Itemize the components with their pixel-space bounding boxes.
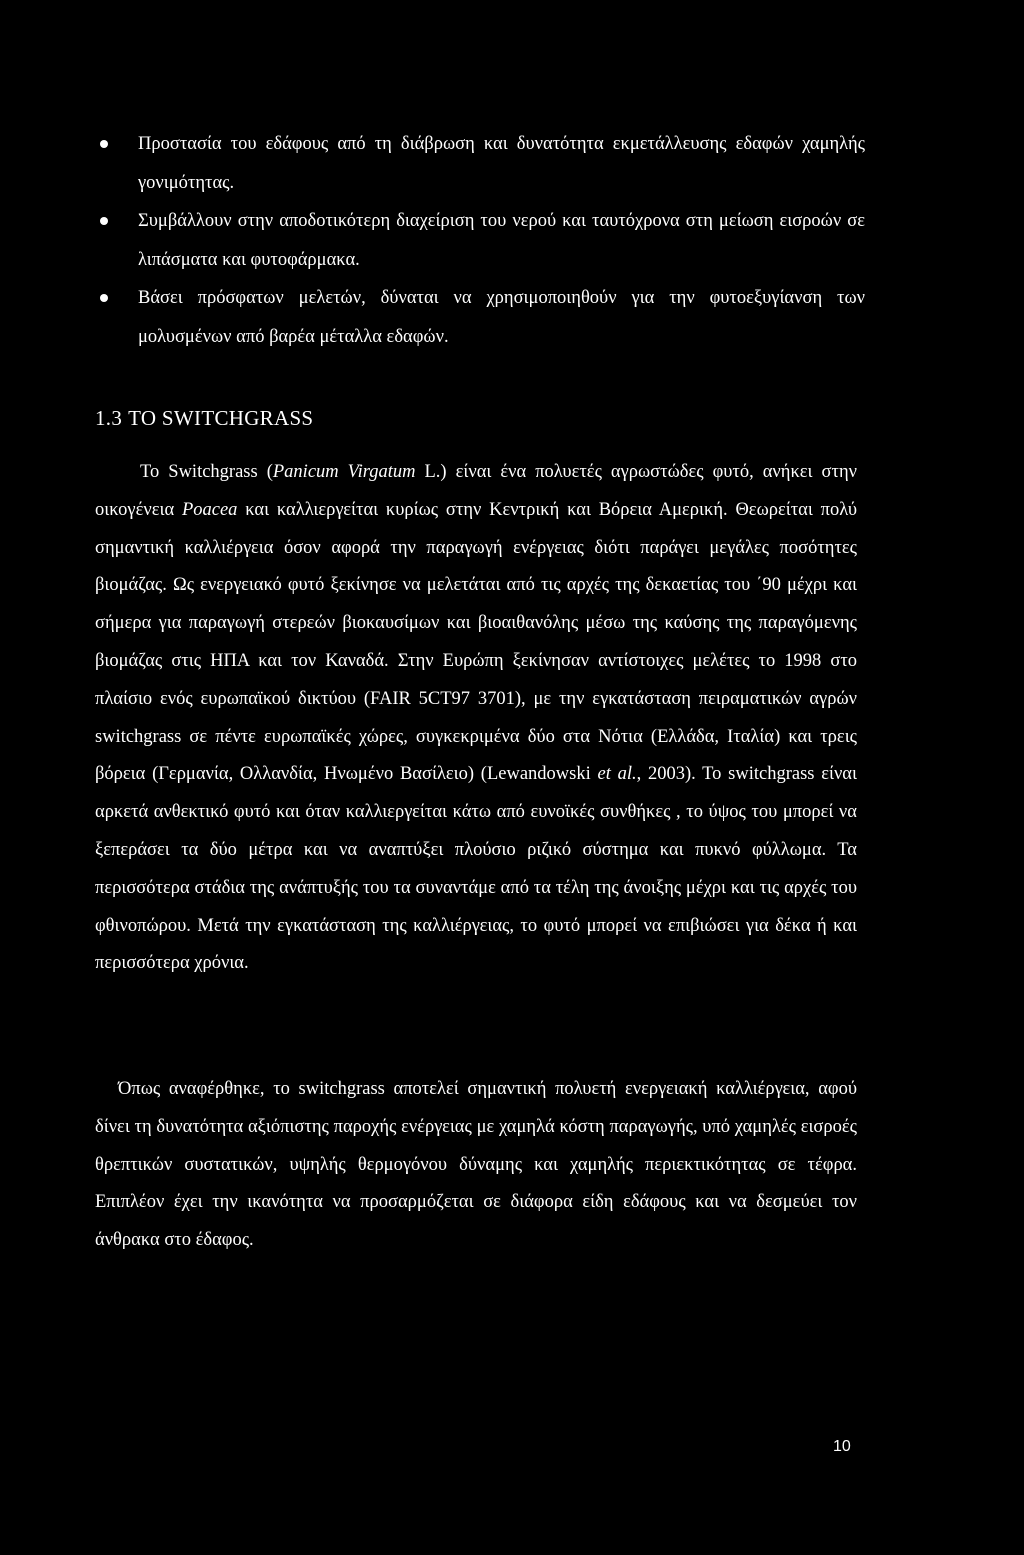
paragraph-text: και καλλιεργείται κυρίως στην Κεντρική και Βόρεια Αμερική. Θεωρείται πολύ σημαντική καλλιέργεια όσον αφορά την παραγωγή ενέργειας διότι παράγει μεγάλες ποσότητες βιομάζας. Ως ενεργειακό φυτό ξεκίνησε να μελετάται από τις αρχές της δεκαετίας του ΄90 μέχρι και σήμερα για παραγωγή στερεών βιοκαυσίμων και βιοαιθανόλης μέσω της καύσης της παραγόμενης βιομάζας στις ΗΠΑ και τον Καναδά. Στην Ευρώπη ξεκίνησαν αντίστοιχες μελέτες το 1998 στο πλαίσιο ενός ευρωπαϊκού δικτύου (FAIR 5CT97 3701), με την εγκατάσταση πειραματικών αγρών switchgrass σε πέντε ευρωπαϊκές χώρες, συγκεκριμένα δύο στα Νότια (Ελλάδα, Ιταλία) και τρεις βόρεια (Γερμανία, Ολλανδία, Ηνωμένο Βασίλειο) (Lewandowski [95, 499, 858, 785]
bullet-dot-icon [100, 140, 108, 148]
body-paragraph [95, 454, 857, 983]
section-heading [95, 406, 313, 431]
bullet-item [95, 279, 865, 356]
bullet-item [95, 202, 865, 279]
bullet-dot-icon [100, 217, 108, 225]
bullet-item [95, 125, 865, 202]
species-name: Panicum Virgatum [272, 462, 416, 482]
bullet-text: Συμβάλλουν στην αποδοτικότερη διαχείριση του νερού και ταυτόχρονα στη μείωση εισροών σε λιπάσματα και φυτοφάρμακα. [138, 211, 865, 270]
body-paragraph: Όπως αναφέρθηκε, το switchgrass αποτελεί σημαντική πολυετή ενεργειακή καλλιέργεια, αφού δίνει τη δυνατότητα αξιόπιστης παροχής ενέργειας με χαμηλά κόστη παραγωγής, υπό χαμηλές εισροές θρεπτικών συστατικών, υψηλής θερμογόνου δύναμης και χαμηλής περιεκτικότητας σε τέφρα. Επιπλέον έχει την ικανότητα να προσαρμόζεται σε διάφορα είδη εδάφους και να δεσμεύει τον άνθρακα στο έδαφος. [95, 1079, 857, 1251]
citation-et-al: et al. [597, 764, 637, 785]
section-title: TO SWITCHGRASS [128, 406, 314, 430]
paragraph-text: L.) είναι ένα πολυετές αγρωστώδες φυτό, ανήκει στην οικογένεια [95, 462, 857, 520]
bullet-text: Προστασία του εδάφους από τη διάβρωση και δυνατότητα εκμετάλλευσης εδαφών χαμηλής γονιμότητας. [138, 134, 865, 193]
bullet-list [95, 125, 865, 356]
family-name: Poacea [181, 499, 238, 520]
bullet-text: Βάσει πρόσφατων μελετών, δύναται να χρησιμοποιηθούν για την φυτοεξυγίανση των μολυσμένων από βαρέα μέταλλα εδαφών. [138, 288, 865, 347]
paragraph-text: Το Switchgrass ( [140, 462, 273, 482]
paragraph-text: , 2003). Το switchgrass είναι αρκετά ανθεκτικό φυτό και όταν καλλιεργείται κάτω από ευνοϊκές συνθήκες , το ύψος του μπορεί να ξεπεράσει τα δύο μέτρα και να αναπτύξει πλούσιο ριζικό σύστημα και πυκνό φύλλωμα. Τα περισσότερα στάδια της ανάπτυξής του τα συναντάμε από τα τέλη της άνοιξης μέχρι και τις αρχές του φθινοπώρου. Μετά την εγκατάσταση της καλλιέργειας, το φυτό μπορεί να επιβιώσει για δέκα ή και περισσότερα χρόνια. [95, 764, 857, 974]
section-number: 1.3 [95, 406, 123, 430]
page-number: 10 [833, 1438, 851, 1455]
bullet-dot-icon [100, 294, 108, 302]
